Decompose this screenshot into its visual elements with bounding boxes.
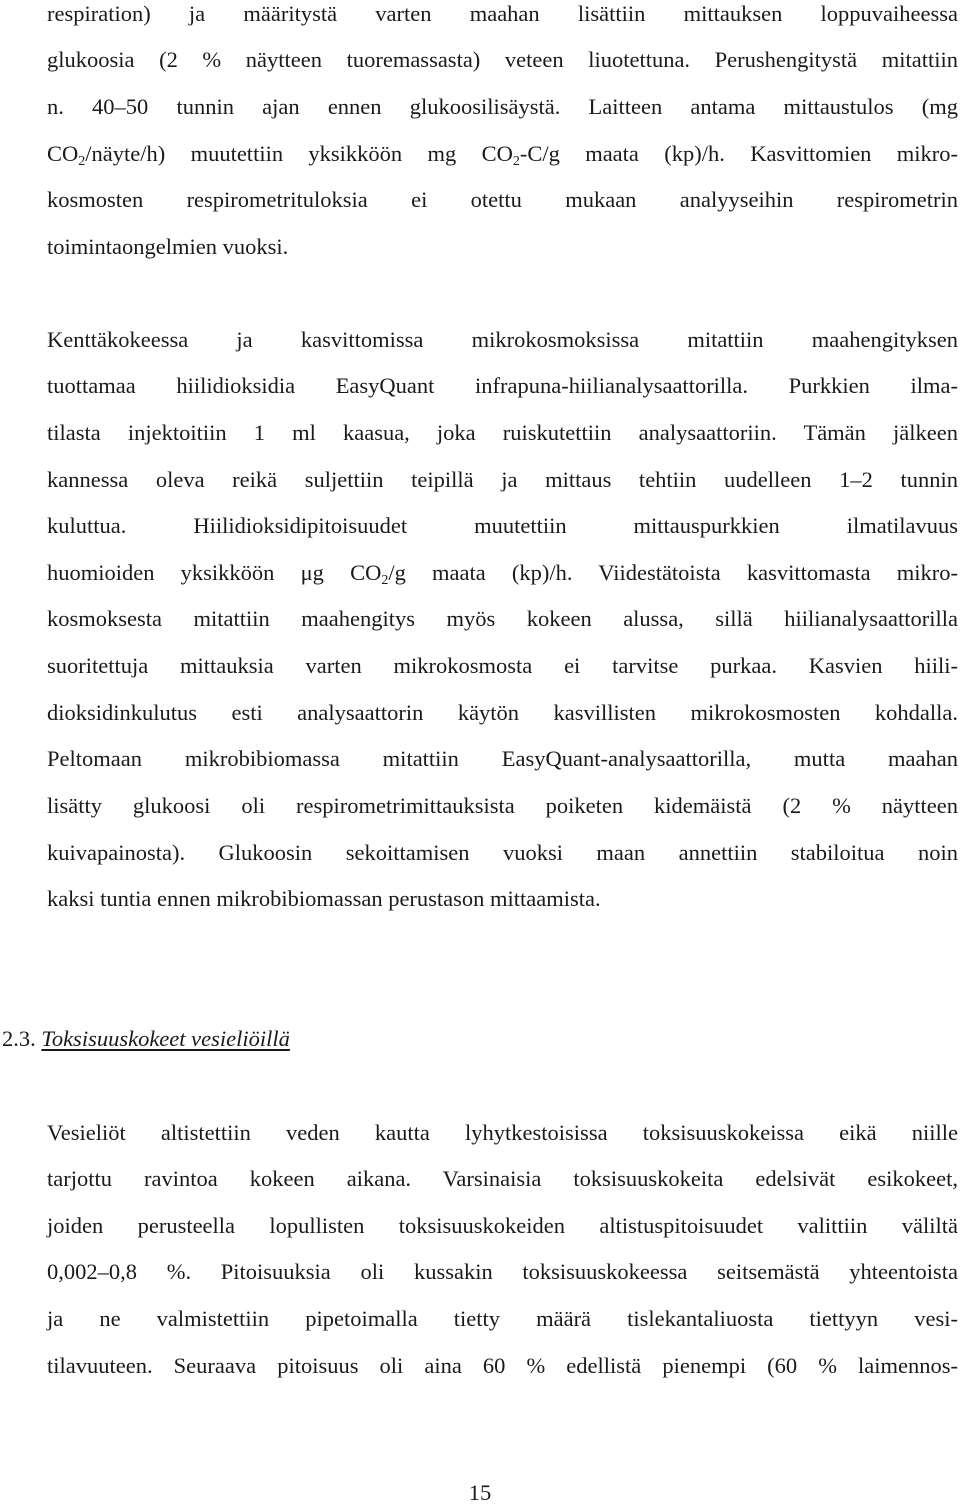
text-line: joiden perusteella lopullisten toksisuuskokeiden altistuspitoisuudet valittiin väliltä	[47, 1213, 958, 1238]
text-line: 0,002–0,8 %. Pitoisuuksia oli kussakin toksisuuskokeessa seitsemästä yhteentoista	[47, 1259, 958, 1284]
text-line: tilavuuteen. Seuraava pitoisuus oli aina 60 % edellistä pienempi (60 % laimennos-	[47, 1353, 958, 1378]
text-line: Peltomaan mikrobibiomassa mitattiin EasyQuant-analysaattorilla, mutta maahan	[47, 746, 958, 771]
text-line: n. 40–50 tunnin ajan ennen glukoosilisäystä. Laitteen antama mittaustulos (mg	[47, 94, 958, 119]
text-line: tilasta injektoitiin 1 ml kaasua, joka ruiskutettiin analysaattoriin. Tämän jälkeen	[47, 420, 958, 445]
text-line: kosmosten respirometrituloksia ei otettu mukaan analyyseihin respirometrin	[47, 187, 958, 212]
text-line: kosmoksesta mitattiin maahengitys myös kokeen alussa, sillä hiilianalysaattorilla	[47, 606, 958, 631]
section-number: 2.3.	[2, 1026, 36, 1051]
text-line: kaksi tuntia ennen mikrobibiomassan perustason mittaamista.	[47, 886, 601, 911]
text-line: huomioiden yksikköön μg $CO_2/g$ maata (kp)/h. Viidestätoista kasvittomasta mikro-	[47, 560, 958, 588]
text-line: kuivapainosta). Glukoosin sekoittamisen vuoksi maan annettiin stabiloitua noin	[47, 840, 958, 865]
section-title: Toksisuuskokeet vesieliöillä	[41, 1026, 290, 1051]
text-line: $CO_2/näyte/h$) muutettiin yksikköön mg $CO_2-C/g$ maata (kp)/h. Kasvittomien mikro-	[47, 141, 959, 169]
text-line: tuottamaa hiilidioksidia EasyQuant infrapuna-hiilianalysaattorilla. Purkkien ilma-	[47, 373, 958, 398]
text-line: Vesieliöt altistettiin veden kautta lyhytkestoisissa toksisuuskokeissa eikä niille	[47, 1120, 958, 1145]
text-line: glukoosia (2 % näytteen tuoremassasta) veteen liuotettuna. Perushengitystä mitattiin	[47, 47, 958, 72]
text-line: dioksidinkulutus esti analysaattorin käytön kasvillisten mikrokosmosten kohdalla.	[47, 700, 958, 725]
text-line: tarjottu ravintoa kokeen aikana. Varsinaisia toksisuuskokeita edelsivät esikokeet,	[47, 1166, 958, 1191]
text-line: Kenttäkokeessa ja kasvittomissa mikrokosmoksissa mitattiin maahengityksen	[47, 327, 958, 352]
text-line: kannessa oleva reikä suljettiin teipillä ja mittaus tehtiin uudelleen 1–2 tunnin	[47, 467, 958, 492]
page-number: 15	[468, 1480, 492, 1505]
text-line: toimintaongelmien vuoksi.	[47, 234, 289, 259]
text-line: lisätty glukoosi oli respirometrimittauksista poiketen kidemäistä (2 % näytteen	[47, 793, 958, 818]
section-heading	[2, 1024, 913, 1054]
text-line: suoritettuja mittauksia varten mikrokosmosta ei tarvitse purkaa. Kasvien hiili-	[47, 653, 958, 678]
text-line: kuluttua. Hiilidioksidipitoisuudet muutettiin mittauspurkkien ilmatilavuus	[47, 513, 958, 538]
text-line: ja ne valmistettiin pipetoimalla tietty määrä tislekantaliuosta tiettyyn vesi-	[47, 1306, 958, 1331]
text-line: respiration) ja määritystä varten maahan lisättiin mittauksen loppuvaiheessa	[47, 1, 958, 26]
